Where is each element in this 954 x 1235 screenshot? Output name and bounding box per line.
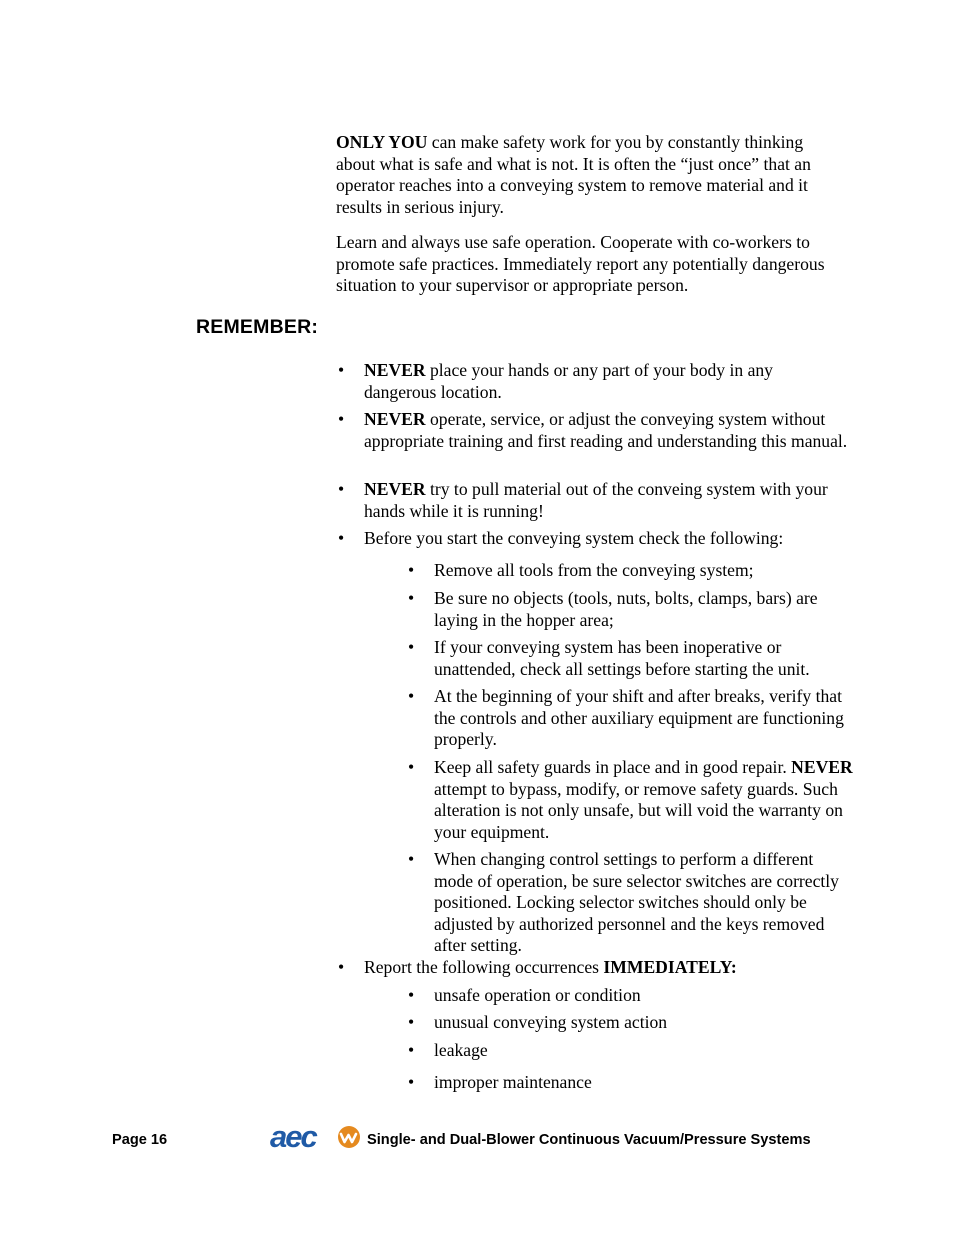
bullet-icon: •: [408, 1040, 415, 1060]
list-item-text: Before you start the conveying system check the following:: [364, 528, 784, 548]
bullet-icon: •: [408, 757, 415, 777]
checklist-item-text: Remove all tools from the conveying system;: [434, 560, 754, 580]
immediately-bold: IMMEDIATELY:: [603, 957, 737, 977]
never-bold: NEVER: [364, 479, 426, 499]
bullet-icon: •: [408, 637, 415, 657]
bullet-icon: •: [408, 1072, 415, 1092]
remember-heading: REMEMBER:: [196, 316, 319, 338]
bullet-icon: •: [408, 1012, 415, 1032]
intro-paragraph-1: [336, 132, 846, 218]
never-bold: NEVER: [791, 757, 853, 777]
bullet-icon: •: [338, 528, 345, 548]
list-item-text: [364, 479, 848, 522]
intro-paragraph-1-text: can make safety work for you by constantly thinking about what is safe and what is not. It is often the “just once” that an operator reaches into a conveying system to remove material and it results in serious injury.: [336, 132, 811, 217]
bullet-icon: •: [408, 985, 415, 1005]
bullet-icon: •: [408, 588, 415, 608]
page-number: Page 16: [112, 1132, 168, 1148]
checklist-item-text: [434, 757, 854, 843]
bullet-icon: •: [338, 479, 345, 499]
never-bold: NEVER: [364, 409, 426, 429]
only-you-bold: ONLY YOU: [336, 132, 428, 152]
list-item-text: [364, 360, 848, 403]
never-bold: NEVER: [364, 360, 426, 380]
checklist-item-text: If your conveying system has been inoperative or unattended, check all settings before starting the unit.: [434, 637, 810, 679]
aec-logo-text: aec: [270, 1121, 316, 1151]
report-subitem-text: unsafe operation or condition: [434, 985, 641, 1005]
report-subitem-text: leakage: [434, 1040, 488, 1060]
report-subitem-text: improper maintenance: [434, 1072, 592, 1092]
bullet-icon: •: [338, 957, 345, 977]
bullet-icon: •: [338, 409, 345, 429]
list-item-body: operate, service, or adjust the conveying system without appropriate training and first reading and understanding this manual.: [364, 409, 848, 451]
bullet-icon: •: [408, 686, 415, 706]
list-item-body: place your hands or any part of your body in any dangerous location.: [364, 360, 773, 402]
checklist-item-text: Be sure no objects (tools, nuts, bolts, clamps, bars) are laying in the hopper area;: [434, 588, 818, 630]
report-lead: Report the following occurrences: [364, 957, 604, 977]
intro-paragraph-2: Learn and always use safe operation. Cooperate with co-workers to promote safe practices. Immediately report any potentially dangerous situation to your supervisor or appropriate person.: [336, 232, 825, 296]
checklist-item-text: At the beginning of your shift and after breaks, verify that the controls and other auxiliary equipment are functioning properly.: [434, 686, 844, 750]
bullet-icon: •: [408, 849, 415, 869]
report-item-text: [364, 957, 848, 979]
bullet-icon: •: [408, 560, 415, 580]
list-item-text: [364, 409, 848, 452]
report-subitem-text: unusual conveying system action: [434, 1012, 668, 1032]
checklist-item-body: attempt to bypass, modify, or remove safety guards. Such alteration is not only unsafe, but will void the warranty on your equipment.: [434, 778, 843, 842]
checklist-item-lead: Keep all safety guards in place and in good repair.: [434, 757, 792, 777]
document-title: Single- and Dual-Blower Continuous Vacuum/Pressure Systems: [367, 1132, 811, 1148]
bullet-icon: •: [338, 360, 345, 380]
list-item-body: try to pull material out of the conveing system with your hands while it is running!: [364, 479, 828, 521]
aec-logo: [270, 1121, 362, 1151]
checklist-item-text: When changing control settings to perform a different mode of operation, be sure selector switches are correctly positioned. Locking selector switches should only be adjusted by authorized personnel and the keys removed after setting.: [434, 849, 839, 956]
